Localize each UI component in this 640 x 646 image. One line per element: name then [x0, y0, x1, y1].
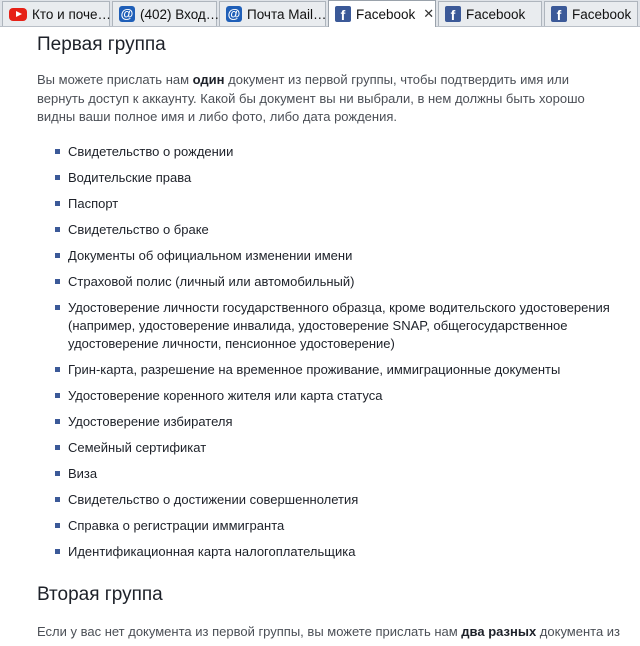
tab-facebook-3[interactable]	[544, 1, 638, 26]
mail-at-icon: @	[120, 6, 134, 21]
list-item: Документы об официальном изменении имени	[55, 247, 615, 265]
tab-youtube[interactable]	[2, 1, 110, 26]
list-item: Справка о регистрации иммигранта	[55, 517, 615, 535]
facebook-icon: f	[551, 6, 567, 22]
text-part: документа из	[536, 624, 621, 639]
list-item: Водительские права	[55, 169, 615, 187]
list-item: Свидетельство о достижении совершеннолетия	[55, 491, 615, 509]
list-item: Удостоверение коренного жителя или карта статуса	[55, 387, 615, 405]
tab-label: (402) Вход…	[140, 6, 220, 22]
facebook-icon: f	[445, 6, 461, 22]
section-title-first-group: Первая группа	[37, 34, 166, 55]
tab-label: Кто и поче…	[32, 6, 112, 22]
tab-label: Почта Mail…	[247, 6, 327, 22]
list-item: Удостоверение избирателя	[55, 413, 615, 431]
tab-label: Facebook	[572, 6, 632, 22]
list-item: Свидетельство о рождении	[55, 143, 615, 161]
document-list	[55, 143, 615, 569]
tab-facebook-active[interactable]	[328, 0, 436, 27]
list-item: Удостоверение личности государственного образца, кроме водительского удостоверения (например, удостоверение инвалида, удостоверение SNAP, общегосударственное удостоверение личности, пенсионное удостоверение)	[55, 299, 615, 353]
list-item: Виза	[55, 465, 615, 483]
browser-tab-bar	[0, 0, 640, 27]
tab-mail-inbox[interactable]	[112, 1, 220, 26]
text-part: Вы можете прислать нам	[37, 72, 193, 87]
list-item: Грин-карта, разрешение на временное проживание, иммиграционные документы	[55, 361, 615, 379]
youtube-icon	[9, 8, 27, 21]
emphasis-text: два разных	[461, 624, 537, 639]
mail-at-icon: @	[227, 6, 241, 21]
list-item: Семейный сертификат	[55, 439, 615, 457]
section-description-first-group	[37, 71, 617, 127]
facebook-icon: f	[335, 6, 351, 22]
list-item: Свидетельство о браке	[55, 221, 615, 239]
emphasis-text: один	[192, 72, 225, 87]
close-tab-icon[interactable]: ✕	[423, 6, 435, 21]
tab-label: Facebook	[356, 6, 416, 22]
tab-facebook-2[interactable]	[438, 1, 542, 26]
section-title-second-group: Вторая группа	[37, 584, 163, 605]
text-part: Если у вас нет документа из первой группы, вы можете прислать нам	[37, 624, 462, 639]
tab-label: Facebook	[466, 6, 526, 22]
list-item: Паспорт	[55, 195, 615, 213]
list-item: Страховой полис (личный или автомобильный)	[55, 273, 615, 291]
text-part: документ из первой группы, чтобы подтвердить имя или вернуть доступ к аккаунту. Какой бы документ вы ни выбрали, в нем должны быть хорошо видны ваши полное имя и либо фото, либо дата рождения.	[37, 72, 585, 124]
list-item: Идентификационная карта налогоплательщика	[55, 543, 615, 561]
tab-mail-ru[interactable]	[219, 1, 326, 26]
section-description-second-group	[37, 623, 622, 642]
